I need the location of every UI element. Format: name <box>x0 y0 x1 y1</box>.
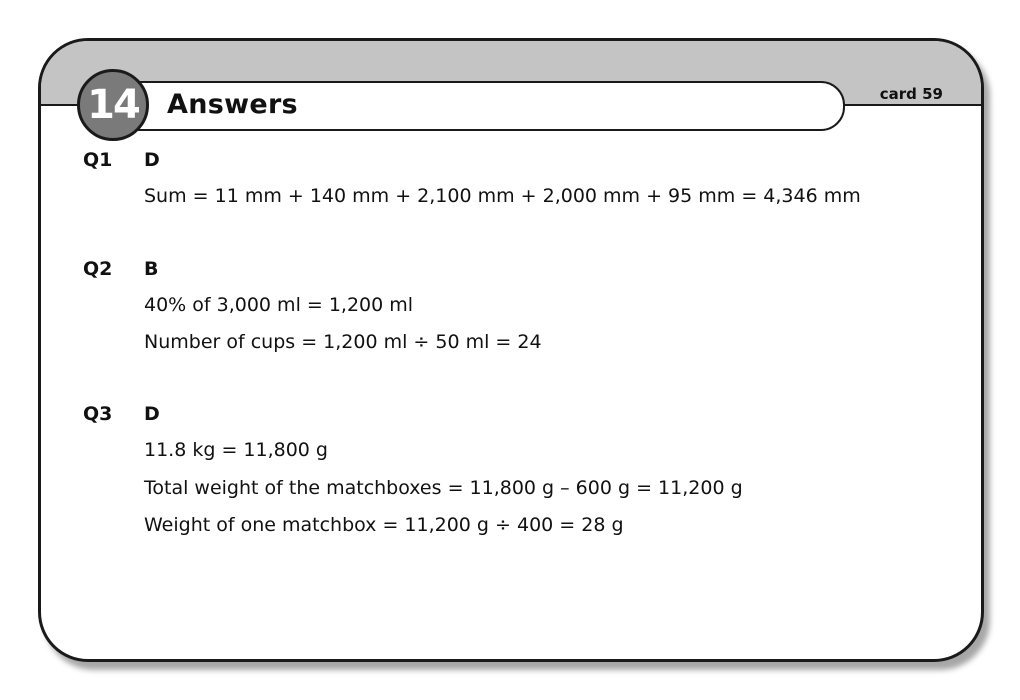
working-line: Sum = 11 mm + 140 mm + 2,100 mm + 2,000 mm + 95 mm = 4,346 mm <box>144 185 861 207</box>
question-label: Q3 <box>83 403 113 425</box>
working-line: 11.8 kg = 11,800 g <box>144 439 328 461</box>
working-line: Total weight of the matchboxes = 11,800 g – 600 g = 11,200 g <box>144 477 743 499</box>
question-label: Q1 <box>83 149 113 171</box>
chapter-number: 14 <box>87 82 139 128</box>
answer-card <box>38 38 984 662</box>
page-title: Answers <box>167 89 298 120</box>
title-bar <box>113 81 845 131</box>
working-line: 40% of 3,000 ml = 1,200 ml <box>144 294 414 316</box>
question-answer: D <box>144 149 160 171</box>
working-line: Weight of one matchbox = 11,200 g ÷ 400 = 28 g <box>144 514 624 536</box>
working-line: Number of cups = 1,200 ml ÷ 50 ml = 24 <box>144 331 542 353</box>
question-answer: D <box>144 403 160 425</box>
card-label: card 59 <box>879 85 943 103</box>
chapter-number-badge <box>77 69 149 141</box>
question-label: Q2 <box>83 258 113 280</box>
question-answer: B <box>144 258 159 280</box>
